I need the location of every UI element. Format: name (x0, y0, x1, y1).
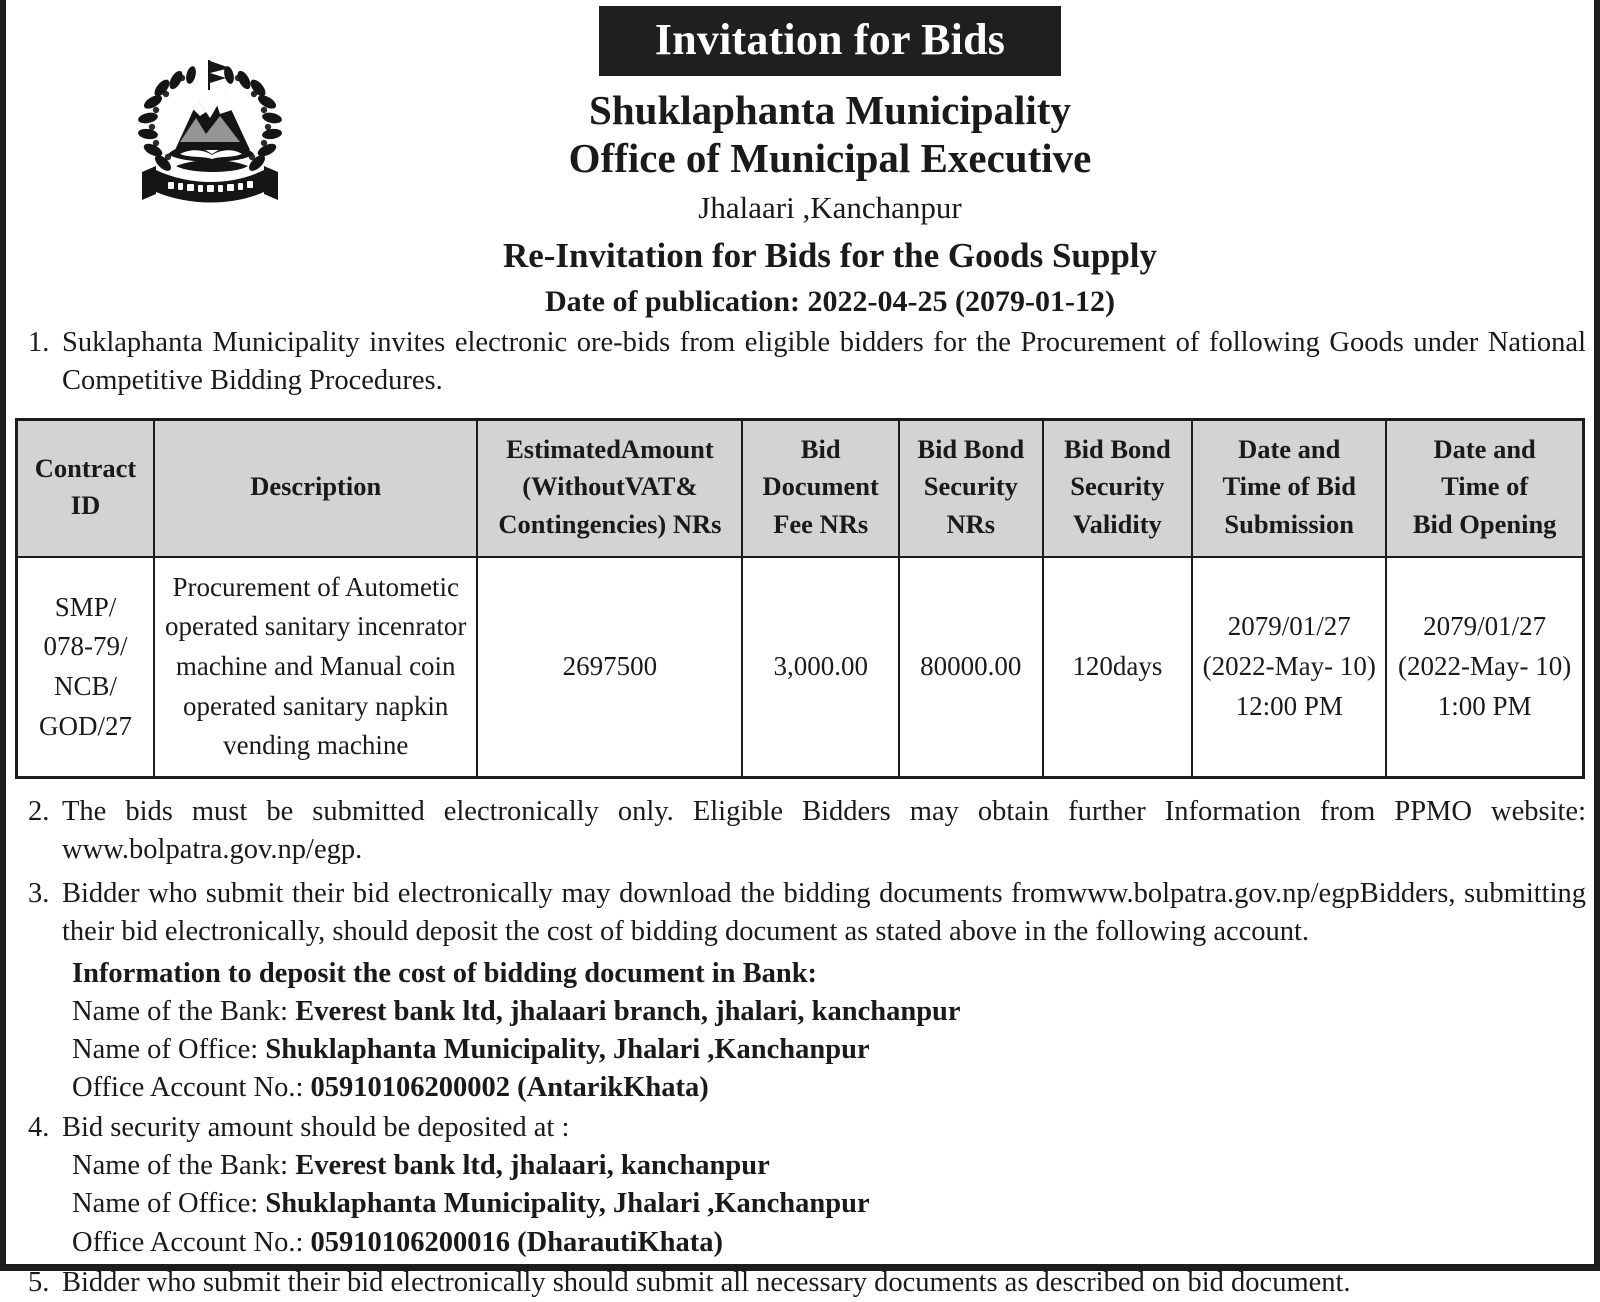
header-estimated-amount-l2: (WithoutVAT& (522, 471, 698, 502)
security-office-name-line (72, 1185, 1586, 1223)
notice-item-4 (14, 1109, 1586, 1147)
cell-bid-bond-security: 80000.00 (899, 557, 1043, 778)
cell-bid-bond-validity: 120days (1043, 557, 1193, 778)
security-office-name-value: Shuklaphanta Municipality, Jhalari ,Kanchanpur (265, 1188, 870, 1220)
office-account-label: Office Account No.: (72, 1072, 311, 1104)
header-contract-id-l2: ID (70, 490, 101, 521)
header-estimated-amount (477, 419, 742, 556)
cell-contract-id-l1: SMP/ (54, 591, 117, 622)
cell-contract-id-l4: GOD/27 (38, 710, 132, 741)
header-bid-bond-security-l2: Security (923, 471, 1018, 502)
organization-office: Office of Municipal Executive (568, 135, 1092, 182)
document-header (14, 0, 1586, 322)
cell-bid-document-fee: 3,000.00 (742, 557, 899, 778)
organization-name: Shuklaphanta Municipality (589, 87, 1071, 133)
notice-item-3 (14, 875, 1586, 951)
header-bid-document-fee-l1: Bid (800, 433, 841, 464)
header-estimated-amount-l1: EstimatedAmount (506, 433, 714, 464)
header-submission-l3: Submission (1224, 509, 1355, 540)
header-bid-bond-validity-l1: Bid Bond (1063, 433, 1171, 464)
item-1-number: 1. (28, 327, 50, 358)
bank-name-line (72, 993, 1586, 1031)
header-estimated-amount-l3: Contingencies) NRs (498, 509, 722, 540)
security-office-name-label: Name of Office: (72, 1188, 266, 1220)
office-name-label: Name of Office: (72, 1034, 266, 1066)
cell-opening (1386, 557, 1583, 778)
header-submission-l2: Time of Bid (1222, 471, 1356, 502)
header-contract-id (17, 419, 154, 556)
cell-description: Procurement of Autometic operated sanitary incenrator machine and Manual coin operated sanitary napkin vending machine (154, 557, 478, 778)
document-subtitle: Re-Invitation for Bids for the Goods Supply (502, 235, 1158, 275)
header-contract-id-l1: Contract (34, 452, 137, 483)
cell-opening-l2: (2022-May- 10) (1398, 651, 1572, 682)
header-submission-l1: Date and (1238, 433, 1341, 464)
banner-title: Invitation for Bids (599, 6, 1061, 76)
office-name-line (72, 1031, 1586, 1069)
header-bid-document-fee-l3: Fee NRs (773, 509, 869, 540)
item-1-text: Suklaphanta Municipality invites electronic ore-bids from eligible bidders for the Procurement of following Goods under National Competitive Bidding Procedures. (62, 327, 1586, 396)
header-opening (1386, 419, 1583, 556)
cell-contract-id (17, 557, 154, 778)
item-2-number: 2. (28, 796, 50, 828)
table-row (17, 557, 1584, 778)
header-opening-l2: Time of (1441, 471, 1529, 502)
bid-security-bank-info (72, 1147, 1586, 1262)
header-bid-bond-validity-l3: Validity (1072, 509, 1162, 540)
header-bid-document-fee (742, 419, 899, 556)
bank-name-value: Everest bank ltd, jhalaari branch, jhalari, kanchanpur (295, 995, 961, 1027)
cell-opening-l1: 2079/01/27 (1423, 611, 1547, 642)
cell-estimated-amount: 2697500 (477, 557, 742, 778)
organization-address: Jhalaari ,Kanchanpur (698, 189, 962, 225)
bidding-document-bank-info (72, 955, 1586, 1108)
bid-details-table (15, 418, 1585, 779)
cell-submission-l3: 12:00 PM (1235, 690, 1343, 721)
cell-contract-id-l3: NCB/ (53, 670, 117, 701)
header-description-l1: Description (250, 471, 382, 502)
cell-contract-id-l2: 078-79/ (43, 631, 128, 662)
bank-info-heading: Information to deposit the cost of bidding document in Bank: (72, 957, 818, 989)
header-bid-document-fee-l2: Document (762, 471, 879, 502)
cell-submission-l2: (2022-May- 10) (1202, 651, 1376, 682)
header-description (154, 419, 478, 556)
security-bank-name-line (72, 1147, 1586, 1185)
security-bank-name-value: Everest bank ltd, jhalaari, kanchanpur (295, 1150, 770, 1182)
notice-item-1 (14, 324, 1586, 400)
publication-date: Date of publication: 2022-04-25 (2079-01-12) (545, 285, 1115, 319)
bank-name-label: Name of the Bank: (72, 995, 296, 1027)
item-4-number: 4. (28, 1112, 50, 1144)
header-bid-bond-validity-l2: Security (1070, 471, 1165, 502)
header-bid-bond-security-l3: NRs (946, 509, 996, 540)
item-4-text: Bid security amount should be deposited at : (62, 1112, 570, 1144)
security-office-account-value: 05910106200016 (DharautiKhata) (310, 1226, 723, 1258)
security-office-account-line (72, 1224, 1586, 1262)
office-name-value: Shuklaphanta Municipality, Jhalari ,Kanchanpur (265, 1034, 870, 1066)
nepal-government-emblem-icon (120, 42, 300, 217)
office-account-line (72, 1069, 1586, 1107)
security-office-account-label: Office Account No.: (72, 1226, 311, 1258)
cell-submission-l1: 2079/01/27 (1227, 611, 1351, 642)
item-5-number: 5. (28, 1266, 50, 1298)
item-2-text: The bids must be submitted electronically only. Eligible Bidders may obtain further Information from PPMO website: www.bolpatra.gov.np/egp. (62, 796, 1586, 865)
header-opening-l3: Bid Opening (1412, 509, 1557, 540)
office-account-value: 05910106200002 (AntarikKhata) (310, 1072, 709, 1104)
header-bid-bond-validity (1043, 419, 1193, 556)
item-3-number: 3. (28, 877, 50, 909)
header-bid-bond-security (899, 419, 1043, 556)
header-submission (1192, 419, 1386, 556)
header-bid-bond-security-l1: Bid Bond (917, 433, 1025, 464)
cell-submission (1192, 557, 1386, 778)
security-bank-name-label: Name of the Bank: (72, 1150, 296, 1182)
notice-item-2 (14, 793, 1586, 869)
header-opening-l1: Date and (1433, 433, 1536, 464)
item-3-text: Bidder who submit their bid electronically may download the bidding documents fromwww.bolpatra.gov.np/egpBidders, submitting their bid electronically, should deposit the cost of bidding document as stated above in the following account. (62, 877, 1586, 947)
cell-opening-l3: 1:00 PM (1437, 690, 1532, 721)
item-5-text: Bidder who submit their bid electronically should submit all necessary documents as described on bid document. (62, 1266, 1351, 1298)
table-header-row (17, 419, 1584, 556)
notice-item-5 (14, 1264, 1586, 1302)
